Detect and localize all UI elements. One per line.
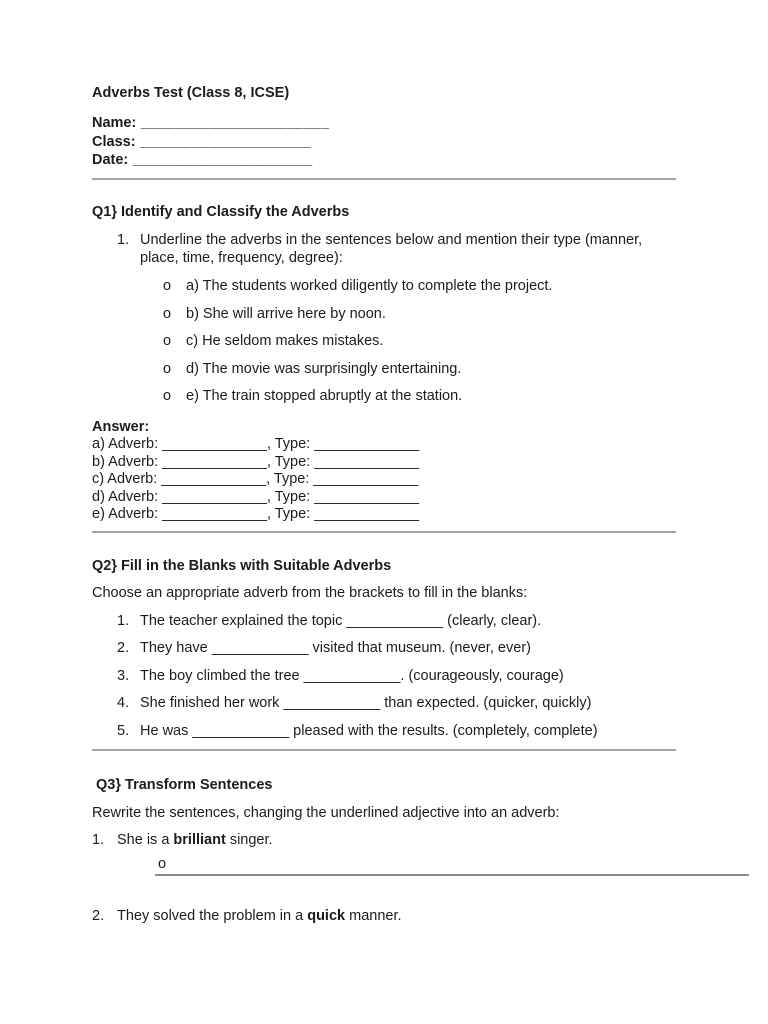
answer-line-a: a) Adverb: _____________, Type: _____________ bbox=[92, 436, 420, 452]
q2-item-text: He was ____________ pleased with the results. (completely, complete) bbox=[140, 722, 598, 739]
date-field bbox=[92, 151, 676, 170]
q2-item-text: She finished her work ____________ than expected. (quicker, quickly) bbox=[140, 695, 592, 711]
q2-intro: Choose an appropriate adverb from the brackets to fill in the blanks: bbox=[92, 584, 528, 601]
q3-item-2 bbox=[92, 907, 676, 926]
list-number: 1. bbox=[92, 832, 105, 848]
list-number: 2. bbox=[117, 640, 130, 656]
o-bullet: o bbox=[163, 388, 172, 404]
list-number: 4. bbox=[117, 695, 130, 711]
q1-sentence-a bbox=[92, 277, 676, 295]
bold-word: brilliant bbox=[173, 832, 226, 848]
list-number: 1. bbox=[117, 612, 130, 629]
answer-label: Answer: bbox=[92, 419, 150, 435]
name-label: Name: bbox=[92, 115, 137, 131]
q1-sentence-text: e) The train stopped abruptly at the station. bbox=[186, 388, 463, 404]
date-blank: _____________________ bbox=[128, 152, 313, 168]
q2-item-text: They have ____________ visited that museum. (never, ever) bbox=[140, 640, 531, 656]
name-blank: ______________________ bbox=[136, 115, 330, 131]
class-label: Class: bbox=[92, 133, 136, 150]
q2-item-text: The boy climbed the tree ____________. (courageously, courage) bbox=[140, 667, 564, 684]
answer-line-d: d) Adverb: _____________, Type: _____________ bbox=[92, 488, 420, 505]
q2-item-text: The teacher explained the topic ____________ (clearly, clear). bbox=[140, 612, 542, 629]
class-blank: ____________________ bbox=[135, 133, 312, 150]
q1-heading: Q1} Identify and Classify the Adverbs bbox=[92, 203, 350, 220]
answer-line-c: c) Adverb: _____________, Type: _____________ bbox=[92, 471, 419, 487]
section-q3 bbox=[92, 776, 676, 926]
q2-item-3 bbox=[92, 667, 676, 685]
q1-instruction-text: Underline the adverbs in the sentences below and mention their type (manner, place, time, frequency, degree): bbox=[140, 231, 643, 266]
q3-answer-writing-line bbox=[155, 856, 749, 876]
name-field bbox=[92, 114, 676, 133]
class-field bbox=[92, 133, 676, 152]
q1-sentence-text: d) The movie was surprisingly entertaining. bbox=[186, 360, 462, 377]
q3-item-text: They solved the problem in a quick manner. bbox=[117, 907, 402, 924]
q1-sentence-text: a) The students worked diligently to complete the project. bbox=[186, 278, 553, 294]
o-bullet: o bbox=[163, 333, 172, 349]
answer-line-e: e) Adverb: _____________, Type: _____________ bbox=[92, 506, 420, 522]
q3-heading: Q3} Transform Sentences bbox=[96, 776, 273, 793]
q1-sentence-text: b) She will arrive here by noon. bbox=[186, 305, 386, 322]
q2-item-4 bbox=[92, 694, 676, 712]
section-q1 bbox=[92, 203, 676, 524]
section-divider bbox=[92, 531, 676, 533]
o-bullet: o bbox=[163, 278, 172, 294]
bold-word: quick bbox=[307, 907, 346, 924]
answer-line-b: b) Adverb: _____________, Type: _____________ bbox=[92, 453, 420, 470]
o-bullet: o bbox=[163, 360, 172, 377]
q1-sentence-text: c) He seldom makes mistakes. bbox=[186, 333, 384, 349]
list-number: 2. bbox=[92, 907, 105, 924]
q1-instruction bbox=[92, 231, 676, 268]
o-bullet: o bbox=[158, 855, 167, 872]
q3-item-1 bbox=[92, 831, 676, 850]
q2-item-1 bbox=[92, 612, 676, 630]
section-divider bbox=[92, 749, 676, 751]
o-bullet: o bbox=[163, 305, 172, 322]
date-label: Date: bbox=[92, 152, 129, 168]
q2-item-5 bbox=[92, 722, 676, 740]
q1-sentence-e bbox=[92, 387, 676, 405]
list-number: 5. bbox=[117, 722, 130, 739]
q1-sentence-c bbox=[92, 332, 676, 350]
q3-item-text: She is a brilliant singer. bbox=[117, 832, 273, 848]
section-q2 bbox=[92, 557, 676, 740]
list-number: 1. bbox=[117, 231, 130, 248]
list-number: 3. bbox=[117, 667, 130, 684]
document-title: Adverbs Test (Class 8, ICSE) bbox=[92, 85, 290, 101]
q3-intro: Rewrite the sentences, changing the underlined adjective into an adverb: bbox=[92, 804, 560, 821]
section-divider bbox=[92, 178, 676, 180]
q2-heading: Q2} Fill in the Blanks with Suitable Adverbs bbox=[92, 557, 392, 574]
q1-sentence-b bbox=[92, 305, 676, 323]
q1-sentence-d bbox=[92, 360, 676, 378]
q2-item-2 bbox=[92, 639, 676, 657]
